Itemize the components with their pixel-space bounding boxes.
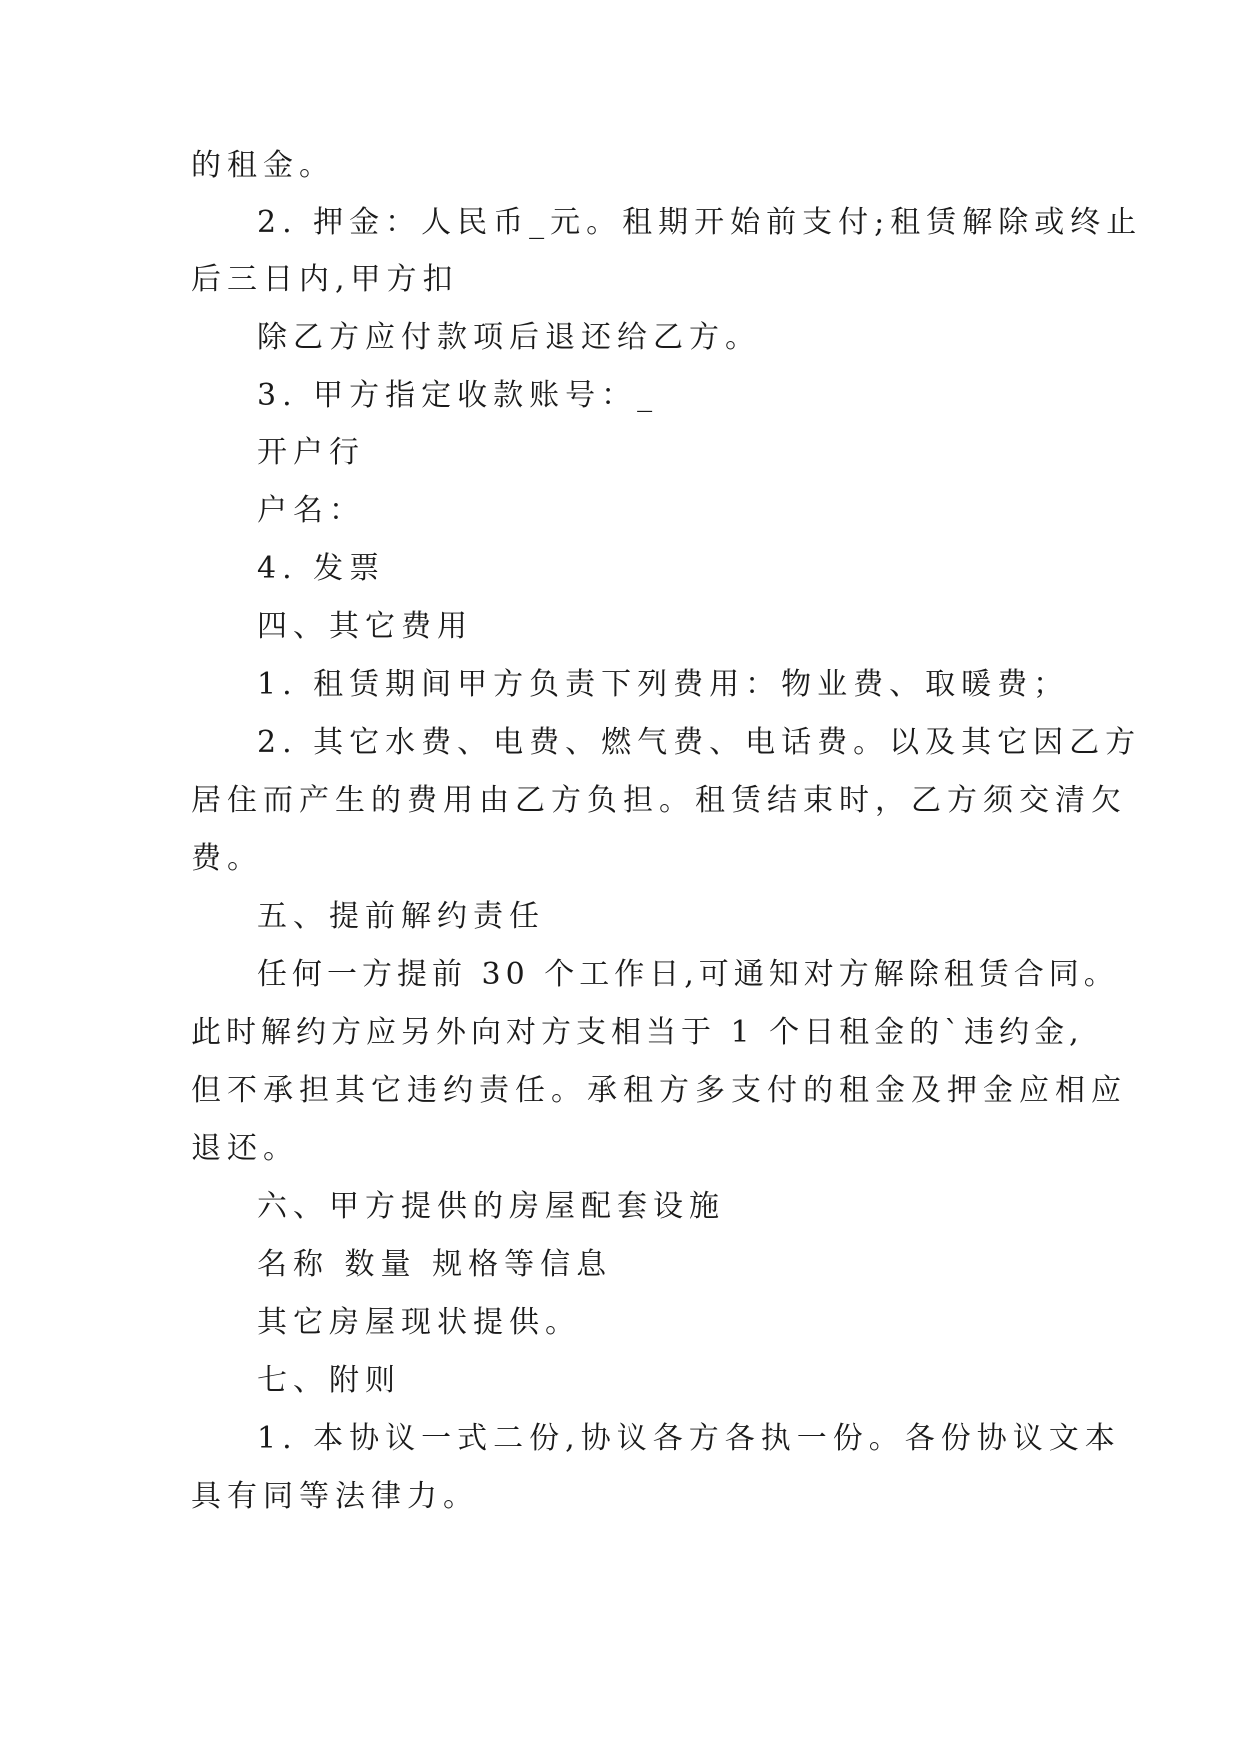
section-heading: 六、甲方提供的房屋配套设施 [257,1189,725,1224]
deposit-clause: 2. 押金：人民币_元。租期开始前支付;租赁解除或终止 [257,205,1143,240]
text-line: 退还。 [191,1131,299,1166]
copies-clause: 1. 本协议一式二份,协议各方各执一份。各份协议文本 [257,1421,1121,1456]
text-line: 具有同等法律力。 [191,1479,479,1514]
bank-label: 开户行 [257,435,365,470]
termination-clause: 任何一方提前 30 个工作日,可通知对方解除租赁合同。 [257,957,1119,992]
fees-clause: 2. 其它水费、电费、燃气费、电话费。以及其它因乙方 [257,725,1142,760]
account-name-label: 户名： [257,493,365,528]
section-heading: 四、其它费用 [257,609,473,644]
text-line: 费。 [191,841,263,876]
section-heading: 五、提前解约责任 [257,899,545,934]
text-line: 居住而产生的费用由乙方负担。租赁结束时，乙方须交清欠 [191,783,1127,818]
text-line: 其它房屋现状提供。 [257,1305,581,1340]
account-clause: 3. 甲方指定收款账号：_ [257,378,659,413]
text-line: 此时解约方应另外向对方支相当于 1 个日租金的`违约金, [191,1015,1084,1050]
invoice-clause: 4. 发票 [257,551,386,586]
text-line: 后三日内,甲方扣 [191,262,459,297]
facilities-columns: 名称 数量 规格等信息 [257,1247,613,1282]
section-heading: 七、附则 [257,1363,401,1398]
text-line: 除乙方应付款项后退还给乙方。 [257,320,761,355]
text-line: 但不承担其它违约责任。承租方多支付的租金及押金应相应 [191,1073,1127,1108]
fees-clause: 1. 租赁期间甲方负责下列费用：物业费、取暖费； [257,667,1070,702]
text-line: 的租金。 [191,148,335,183]
